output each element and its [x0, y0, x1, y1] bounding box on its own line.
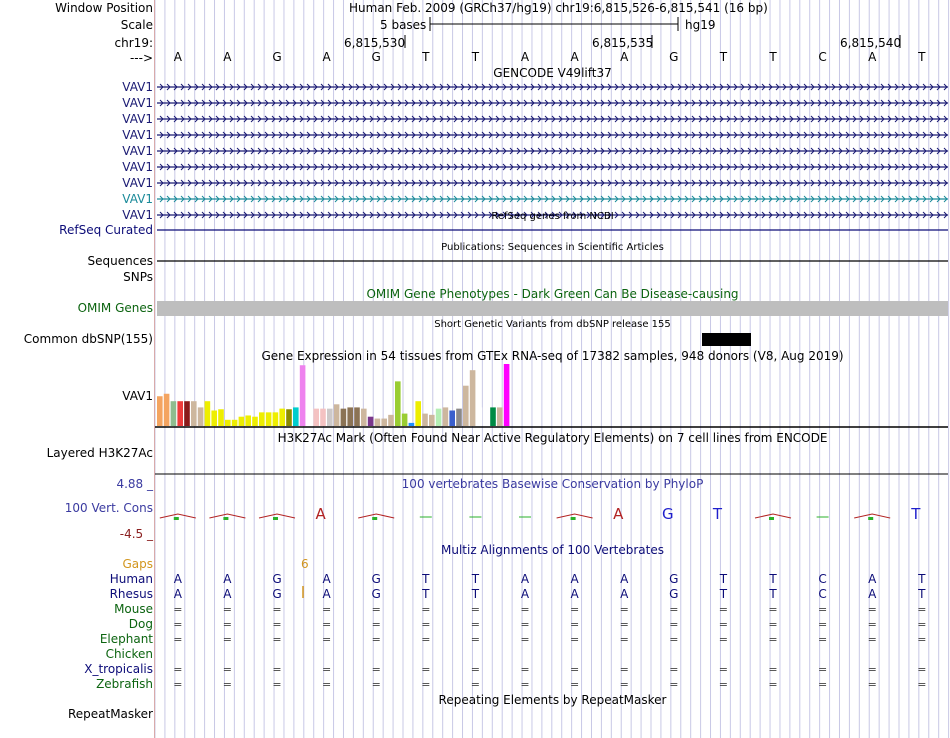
- gaps-label: Gaps: [122, 557, 153, 571]
- gtex-bar: [198, 407, 204, 426]
- base-letter: G: [272, 50, 282, 64]
- gtex-bar: [157, 396, 163, 426]
- alignment-base: =: [222, 633, 233, 646]
- transcript-label[interactable]: VAV1: [122, 192, 153, 206]
- alignment-base: =: [321, 663, 332, 676]
- gtex-bar: [225, 420, 231, 426]
- phylop-label[interactable]: 100 Vert. Cons: [64, 501, 153, 515]
- base-letter: A: [868, 50, 877, 64]
- alignment-base: G: [272, 572, 282, 586]
- alignment-base: =: [272, 678, 282, 691]
- alignment-base: A: [868, 587, 877, 601]
- gtex-bar: [218, 409, 224, 426]
- alignment-base: =: [718, 663, 729, 676]
- alignment-base: A: [620, 572, 629, 586]
- alignment-base: G: [371, 572, 381, 586]
- phylop-ymax-label: 4.88 _: [116, 477, 153, 491]
- alignment-base: =: [917, 633, 927, 646]
- gtex-bar: [436, 409, 442, 426]
- gtex-bar: [483, 407, 489, 426]
- alignment-base: =: [768, 663, 778, 676]
- alignment-base: =: [569, 618, 580, 631]
- alignment-base: A: [322, 587, 331, 601]
- gtex-bar: [490, 407, 496, 426]
- alignment-base: =: [272, 603, 282, 616]
- transcript-label[interactable]: VAV1: [122, 96, 153, 110]
- alignment-base: T: [719, 587, 728, 601]
- alignment-base: =: [371, 678, 381, 691]
- alignment-base: =: [421, 678, 431, 691]
- alignment-base: A: [223, 572, 232, 586]
- alignment-base: A: [570, 572, 579, 586]
- alignment-base: C: [818, 572, 827, 586]
- base-letter: A: [570, 50, 579, 64]
- phylop-score: [273, 517, 278, 520]
- gtex-bar: [327, 409, 333, 426]
- gencode-track-title: GENCODE V49lift37: [493, 66, 612, 80]
- alignment-base: =: [768, 633, 778, 646]
- chrom-label[interactable]: chr19:: [114, 36, 153, 50]
- alignment-base: =: [520, 663, 530, 676]
- base-letter: A: [520, 50, 530, 64]
- alignment-base: A: [173, 587, 182, 601]
- gtex-bar: [402, 414, 408, 426]
- alignment-base: =: [718, 618, 729, 631]
- alignment-base: =: [569, 678, 580, 691]
- base-letter: T: [422, 50, 430, 64]
- dbsnp-track-title: Short Genetic Variants from dbSNP release 155: [434, 319, 671, 330]
- dbsnp-variant: [702, 333, 751, 346]
- gtex-bar: [286, 409, 292, 426]
- base-letter: T: [471, 50, 480, 64]
- gtex-bar: [191, 401, 197, 426]
- alignment-base: =: [371, 633, 381, 646]
- gtex-bar: [429, 415, 435, 426]
- layered-h3k27ac-label[interactable]: Layered H3K27Ac: [46, 446, 153, 460]
- alignment-base: =: [817, 633, 828, 646]
- gtex-bar: [347, 407, 353, 426]
- alignment-base: =: [718, 633, 729, 646]
- alignment-base: =: [173, 603, 183, 616]
- gtex-bar: [449, 411, 455, 427]
- phylop-ymin-label: -4.5 _: [119, 527, 153, 541]
- alignment-base: =: [173, 618, 183, 631]
- gtex-bar: [354, 407, 360, 426]
- gtex-bar: [477, 407, 483, 426]
- gtex-bar: [497, 407, 503, 426]
- gtex-bar: [279, 409, 285, 426]
- gtex-bar: [184, 401, 190, 426]
- phylop-score: [571, 517, 576, 520]
- alignment-base: =: [867, 603, 877, 616]
- gtex-bar: [456, 409, 462, 426]
- alignment-base: =: [470, 618, 481, 631]
- alignment-base: =: [867, 618, 877, 631]
- phylop-base-glyph: A: [613, 505, 624, 523]
- alignment-base: T: [422, 587, 430, 601]
- alignment-base: =: [669, 618, 679, 631]
- gtex-bar: [245, 415, 251, 426]
- refseq-track-title: RefSeq genes from NCBI: [491, 211, 614, 222]
- alignment-base: =: [272, 618, 282, 631]
- strand-label[interactable]: --->: [129, 51, 153, 65]
- phylop-score: [174, 517, 179, 520]
- species-label[interactable]: Rhesus: [109, 587, 153, 601]
- base-letter: G: [371, 50, 381, 64]
- base-letter: A: [620, 50, 629, 64]
- alignment-base: =: [669, 663, 679, 676]
- gtex-bar: [239, 417, 245, 426]
- gtex-bar: [273, 412, 279, 426]
- alignment-base: =: [867, 678, 877, 691]
- gtex-bar: [211, 411, 217, 427]
- alignment-base: A: [620, 587, 629, 601]
- species-label[interactable]: Chicken: [105, 647, 153, 661]
- gtex-bar: [266, 412, 272, 426]
- transcript-label[interactable]: VAV1: [122, 128, 153, 142]
- alignment-base: =: [321, 618, 332, 631]
- coord-tick-label: 6,815,530: [344, 36, 406, 50]
- alignment-base: G: [669, 572, 679, 586]
- alignment-base: G: [669, 587, 679, 601]
- coord-tick-label: 6,815,535: [592, 36, 654, 50]
- alignment-base: T: [769, 587, 777, 601]
- gtex-bar: [205, 401, 211, 426]
- phylop-base-glyph: G: [661, 505, 674, 523]
- alignment-base: T: [422, 572, 430, 586]
- alignment-base: =: [421, 633, 431, 646]
- gtex-bar: [470, 370, 476, 426]
- window-position-value: Human Feb. 2009 (GRCh37/hg19) chr19:6,815,526-6,815,541 (16 bp): [349, 1, 768, 15]
- alignment-base: =: [520, 603, 530, 616]
- alignment-base: =: [421, 603, 431, 616]
- coord-tick-label: 6,815,540: [840, 36, 902, 50]
- gtex-bar: [171, 401, 177, 426]
- phylop-score: [223, 517, 228, 520]
- alignment-base: =: [321, 603, 332, 616]
- alignment-base: A: [868, 572, 877, 586]
- alignment-base: =: [421, 618, 431, 631]
- alignment-base: T: [918, 587, 926, 601]
- alignment-base: =: [222, 618, 233, 631]
- alignment-base: =: [768, 618, 778, 631]
- alignment-base: =: [619, 663, 629, 676]
- alignment-base: =: [619, 678, 629, 691]
- gtex-bar: [313, 409, 319, 426]
- alignment-base: G: [371, 587, 381, 601]
- alignment-base: T: [471, 587, 480, 601]
- common-dbsnp-label[interactable]: Common dbSNP(155): [23, 332, 153, 346]
- window-position-label: Window Position: [55, 1, 153, 15]
- alignment-base: T: [769, 572, 777, 586]
- base-letter: T: [918, 50, 926, 64]
- base-letter: C: [818, 50, 827, 64]
- multiz-track-title: Multiz Alignments of 100 Vertebrates: [440, 543, 665, 557]
- alignment-base: =: [817, 618, 828, 631]
- sequences-label[interactable]: Sequences: [87, 254, 153, 268]
- alignment-base: =: [619, 603, 629, 616]
- alignment-base: =: [321, 678, 332, 691]
- snps-label[interactable]: SNPs: [123, 270, 153, 284]
- phylop-score: [868, 517, 873, 520]
- gtex-bar: [409, 423, 415, 426]
- alignment-base: =: [569, 633, 580, 646]
- alignment-base: =: [371, 603, 381, 616]
- alignment-base: =: [917, 618, 927, 631]
- alignment-base: T: [471, 572, 480, 586]
- repeatmasker-track-title: Repeating Elements by RepeatMasker: [438, 693, 667, 707]
- alignment-base: =: [371, 663, 381, 676]
- base-letter: T: [719, 50, 728, 64]
- base-letter: A: [173, 50, 182, 64]
- alignment-base: =: [569, 663, 580, 676]
- gtex-bar: [334, 404, 340, 426]
- alignment-base: =: [817, 663, 828, 676]
- label-divider: [154, 0, 155, 738]
- alignment-base: =: [867, 633, 877, 646]
- transcript-label[interactable]: VAV1: [122, 160, 153, 174]
- transcript-label[interactable]: VAV1: [122, 112, 153, 126]
- omim-bar: [157, 301, 948, 316]
- alignment-base: =: [173, 663, 183, 676]
- alignment-base: =: [470, 678, 481, 691]
- alignment-base: A: [223, 587, 232, 601]
- alignment-base: =: [520, 633, 530, 646]
- transcript-label[interactable]: VAV1: [122, 208, 153, 222]
- gtex-bar: [252, 417, 258, 426]
- gtex-bar: [259, 412, 265, 426]
- alignment-base: =: [669, 633, 679, 646]
- alignment-base: A: [570, 587, 579, 601]
- base-letter: A: [322, 50, 331, 64]
- gap-count-label: 6: [301, 557, 309, 571]
- base-letter: A: [223, 50, 232, 64]
- alignment-base: =: [470, 603, 481, 616]
- omim-track-title: OMIM Gene Phenotypes - Dark Green Can Be Disease-causing: [366, 287, 739, 301]
- species-label[interactable]: Mouse: [114, 602, 153, 616]
- alignment-base: =: [718, 678, 729, 691]
- alignment-base: =: [222, 678, 233, 691]
- gtex-bar: [443, 407, 449, 426]
- alignment-base: A: [520, 572, 530, 586]
- h3k27ac-track-title: H3K27Ac Mark (Often Found Near Active Regulatory Elements) on 7 cell lines from ENCODE: [277, 431, 828, 445]
- alignment-base: =: [768, 603, 778, 616]
- phylop-score: [372, 517, 377, 520]
- alignment-base: =: [321, 633, 332, 646]
- alignment-base: =: [569, 603, 580, 616]
- transcript-label[interactable]: VAV1: [122, 80, 153, 94]
- gtex-bar: [422, 414, 428, 426]
- alignment-base: =: [173, 633, 183, 646]
- gtex-bar: [164, 394, 170, 426]
- scale-text: 5 bases: [380, 18, 427, 32]
- alignment-base: =: [470, 663, 481, 676]
- alignment-base: =: [817, 603, 828, 616]
- gtex-bar: [300, 365, 306, 426]
- gtex-bar: [320, 409, 326, 426]
- alignment-base: =: [917, 663, 927, 676]
- alignment-base: =: [222, 663, 233, 676]
- gtex-bar: [415, 401, 421, 426]
- gtex-bar: [504, 364, 510, 426]
- alignment-base: A: [520, 587, 530, 601]
- alignment-base: =: [371, 618, 381, 631]
- alignment-base: =: [173, 678, 183, 691]
- gtex-bar: [388, 415, 394, 426]
- gtex-track-title: Gene Expression in 54 tissues from GTEx RNA-seq of 17382 samples, 948 donors (V8, Aug 2019): [261, 349, 844, 363]
- alignment-base: =: [619, 618, 629, 631]
- alignment-base: =: [817, 678, 828, 691]
- alignment-base: =: [272, 633, 282, 646]
- refseq-curated-label[interactable]: RefSeq Curated: [59, 223, 153, 237]
- alignment-base: =: [470, 633, 481, 646]
- gtex-bar: [293, 407, 299, 426]
- gtex-bar: [232, 420, 238, 426]
- gtex-bar: [395, 381, 401, 426]
- alignment-base: =: [619, 633, 629, 646]
- alignment-base: =: [718, 603, 729, 616]
- species-label[interactable]: Elephant: [99, 632, 153, 646]
- phylop-base-glyph: T: [911, 505, 921, 523]
- repeatmasker-label[interactable]: RepeatMasker: [67, 707, 153, 721]
- species-label[interactable]: Human: [109, 572, 153, 586]
- phylop-score: [769, 517, 774, 520]
- gtex-bar: [361, 409, 367, 426]
- species-label[interactable]: Zebrafish: [96, 677, 153, 691]
- phylop-base-glyph: T: [712, 505, 722, 523]
- species-label[interactable]: X_tropicalis: [84, 662, 153, 676]
- gtex-bar: [381, 419, 387, 426]
- gtex-bar: [463, 386, 469, 426]
- alignment-base: =: [222, 603, 233, 616]
- species-label[interactable]: Dog: [128, 617, 153, 631]
- publications-track-title: Publications: Sequences in Scientific Articles: [441, 242, 664, 253]
- scale-db: hg19: [685, 18, 716, 32]
- alignment-base: =: [867, 663, 877, 676]
- phylop-track-title: 100 vertebrates Basewise Conservation by PhyloP: [401, 477, 704, 491]
- alignment-base: T: [719, 572, 728, 586]
- alignment-base: =: [669, 603, 679, 616]
- omim-genes-label[interactable]: OMIM Genes: [77, 301, 153, 315]
- alignment-base: G: [272, 587, 282, 601]
- gtex-bar: [307, 424, 313, 426]
- base-letter: T: [769, 50, 777, 64]
- gtex-bar: [375, 419, 381, 426]
- gtex-bar: [177, 401, 183, 426]
- alignment-base: =: [272, 663, 282, 676]
- alignment-base: =: [421, 663, 431, 676]
- gtex-gene-label[interactable]: VAV1: [122, 389, 153, 403]
- scale-label: Scale: [120, 18, 153, 32]
- gtex-bar: [368, 417, 374, 426]
- alignment-base: A: [322, 572, 331, 586]
- alignment-base: A: [173, 572, 182, 586]
- transcript-label[interactable]: VAV1: [122, 144, 153, 158]
- alignment-base: =: [520, 618, 530, 631]
- alignment-base: =: [768, 678, 778, 691]
- alignment-base: =: [917, 603, 927, 616]
- transcript-label[interactable]: VAV1: [122, 176, 153, 190]
- alignment-base: T: [918, 572, 926, 586]
- alignment-base: =: [917, 678, 927, 691]
- base-letter: G: [669, 50, 679, 64]
- phylop-base-glyph: A: [315, 505, 326, 523]
- alignment-base: =: [520, 678, 530, 691]
- alignment-base: C: [818, 587, 827, 601]
- gtex-bar: [341, 409, 347, 426]
- alignment-base: =: [669, 678, 679, 691]
